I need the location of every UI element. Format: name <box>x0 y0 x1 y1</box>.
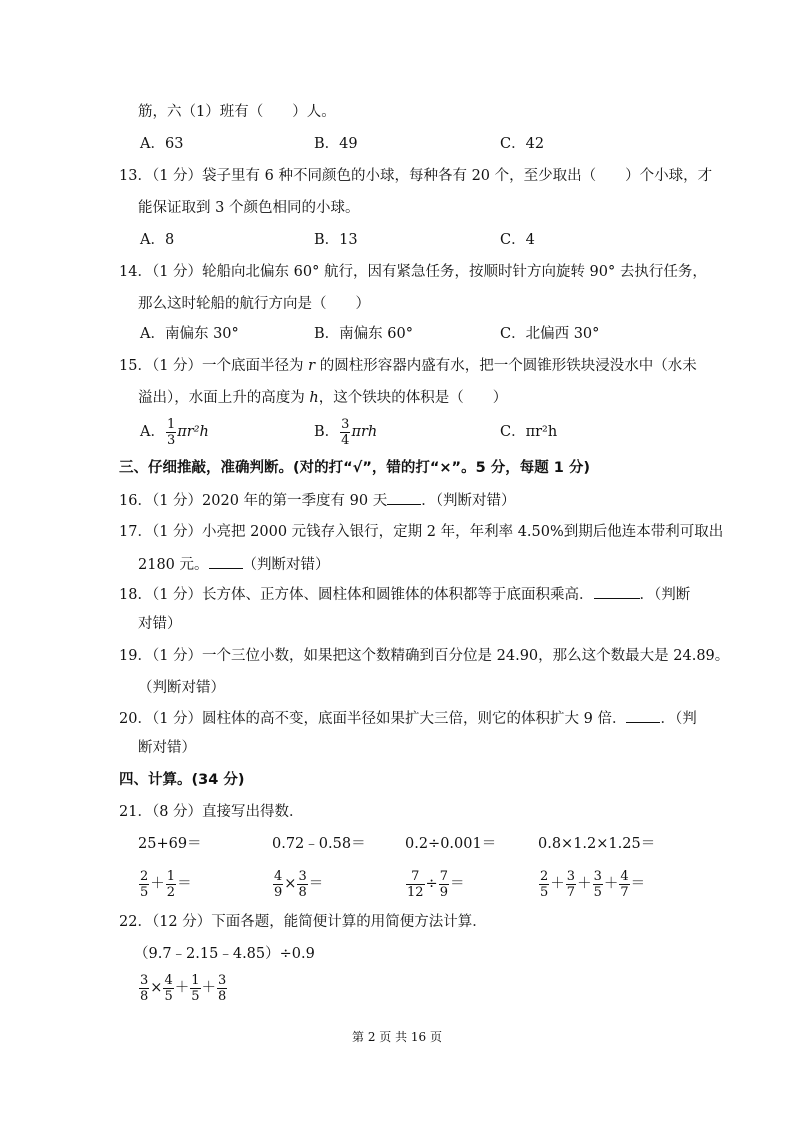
equals-sign: ＝ <box>630 876 646 892</box>
question-20-line2: 断对错） <box>138 740 196 756</box>
fraction-denominator: 8 <box>140 988 149 1004</box>
q21-item-4: 0.8×1.2×1.25＝ <box>538 836 656 852</box>
fraction-denominator: 9 <box>274 884 283 900</box>
q13-option-b: B．13 <box>314 232 358 248</box>
operator: ＋ <box>201 980 216 996</box>
q15-option-b-label: B． <box>314 424 340 440</box>
q15-text-part1: 15．（1 分）一个底面半径为 <box>119 358 309 374</box>
fraction-numerator: 3 <box>218 972 227 988</box>
fraction-numerator: 4 <box>274 868 283 884</box>
fraction-numerator: 1 <box>166 868 176 884</box>
fraction <box>273 870 283 899</box>
answer-blank[interactable] <box>626 708 660 723</box>
q13-option-c: C．4 <box>500 232 535 248</box>
q21-item-1: 25+69＝ <box>138 836 202 852</box>
fraction-denominator: 7 <box>620 884 629 900</box>
fraction-denominator: 8 <box>298 884 307 900</box>
fraction-numerator: 1 <box>191 972 200 988</box>
question-19-line1: 19．（1 分）一个三位小数，如果把这个数精确到百分位是 24.90，那么这个数最大是 24.89。 <box>119 648 730 664</box>
fraction <box>406 870 425 899</box>
operator: ＋ <box>550 876 565 892</box>
q15-option-b-fraction <box>340 418 350 447</box>
q13-option-a: A．8 <box>140 232 175 248</box>
q20-text: 20．（1 分）圆柱体的高不变，底面半径如果扩大三倍，则它的体积扩大 9 倍． <box>119 711 627 727</box>
q21-item-2: 0.72﹣0.58＝ <box>272 836 366 852</box>
operator: ＋ <box>174 980 190 996</box>
operator: ＋ <box>603 876 619 892</box>
q21-item-5 <box>138 866 192 902</box>
q15-option-a-expression: πr²h <box>177 424 209 440</box>
q21-item-8 <box>538 866 645 902</box>
question-21: 21．（8 分）直接写出得数． <box>119 804 304 820</box>
q15-text-part4: ，这个铁块的体积是（ ） <box>318 390 508 406</box>
q14-option-c: C．北偏西 30° <box>500 326 600 342</box>
q21-item-3: 0.2÷0.001＝ <box>405 836 497 852</box>
question-17-line1: 17．（1 分）小亮把 2000 元钱存入银行，定期 2 年，年利率 4.50%到期后他连本带利可取出 <box>119 524 724 540</box>
question-14-line1: 14．（1 分）轮船向北偏东 60° 航行，因有紧急任务，按顺时针方向旋转 90° 去执行任务， <box>119 264 707 280</box>
fraction-numerator: 4 <box>620 868 629 884</box>
fraction-numerator: 3 <box>298 868 307 884</box>
fraction <box>619 870 629 899</box>
fraction-denominator: 8 <box>218 988 227 1004</box>
fraction-denominator: 9 <box>439 884 448 900</box>
page-footer: 第 2 页 共 16 页 <box>352 1030 442 1044</box>
fraction-denominator: 5 <box>191 988 200 1004</box>
fraction <box>139 870 149 899</box>
fraction-numerator: 3 <box>341 416 350 432</box>
q15-text-part2: 的圆柱形容器内盛有水，把一个圆锥形铁块浸没水中（水未 <box>315 358 697 374</box>
q12-option-a: A．63 <box>140 136 184 152</box>
fraction-numerator: 3 <box>140 972 149 988</box>
fraction <box>439 870 449 899</box>
fraction <box>166 870 176 899</box>
answer-blank[interactable] <box>209 554 243 569</box>
question-18-line1 <box>119 584 690 605</box>
equals-sign: ＝ <box>308 876 324 892</box>
fraction-denominator: 4 <box>341 432 350 448</box>
answer-blank[interactable] <box>594 584 640 599</box>
operator: ＋ <box>150 876 165 892</box>
fraction-denominator: 3 <box>166 432 176 448</box>
fraction <box>297 870 307 899</box>
fraction-numerator: 2 <box>540 868 549 884</box>
q15-option-a-label: A． <box>140 424 165 440</box>
fraction-denominator: 5 <box>593 884 602 900</box>
question-20-line1 <box>119 708 697 729</box>
fraction <box>566 870 576 899</box>
answer-blank[interactable] <box>387 490 421 505</box>
q15-option-a-fraction <box>166 418 176 447</box>
fraction <box>190 974 200 1003</box>
q16-suffix: ．（判断对错） <box>421 493 516 509</box>
fraction-numerator: 3 <box>566 868 576 884</box>
q15-option-b <box>314 416 377 448</box>
fraction-numerator: 2 <box>140 868 149 884</box>
q16-text: 16．（1 分）2020 年的第一季度有 90 天 <box>119 493 388 509</box>
question-14-line2: 那么这时轮船的航行方向是（ ） <box>138 296 370 312</box>
question-12-continuation: 筋，六（1）班有（ ）人。 <box>138 104 336 120</box>
q15-height-variable: h <box>309 390 319 406</box>
question-19-line2: （判断对错） <box>138 680 225 696</box>
question-18-line2: 对错） <box>138 616 182 632</box>
q17-suffix: （判断对错） <box>242 557 330 573</box>
fraction <box>163 974 173 1003</box>
fraction-denominator: 2 <box>166 884 176 900</box>
fraction <box>139 974 149 1003</box>
question-13-line2: 能保证取到 3 个颜色相同的小球。 <box>138 200 360 216</box>
question-22: 22．（12 分）下面各题，能简便计算的用简便方法计算． <box>119 914 487 930</box>
q18-suffix: ．（判断 <box>639 587 691 603</box>
q12-option-b: B．49 <box>314 136 358 152</box>
q14-option-b: B．南偏东 60° <box>314 326 413 342</box>
q15-option-c: C．πr²h <box>500 424 558 440</box>
fraction-denominator: 7 <box>566 884 576 900</box>
operator: × <box>150 980 163 996</box>
operator: ÷ <box>425 876 438 892</box>
equals-sign: ＝ <box>177 876 192 892</box>
q15-option-a <box>140 416 209 448</box>
q20-suffix: ．（判 <box>660 711 697 727</box>
q15-text-part3: 溢出），水面上升的高度为 <box>138 390 310 406</box>
fraction <box>593 870 603 899</box>
question-13-line1: 13．（1 分）袋子里有 6 种不同颜色的小球，每种各有 20 个，至少取出（ ）个小球，才 <box>119 168 713 184</box>
fraction <box>539 870 549 899</box>
fraction-numerator: 3 <box>593 868 602 884</box>
q15-option-b-expression: πrh <box>351 424 378 440</box>
q18-text: 18．（1 分）长方体、正方体、圆柱体和圆锥体的体积都等于底面积乘高． <box>119 587 594 603</box>
section-3-heading: 三、仔细推敲，准确判断。(对的打“√”，错的打“×”。5 分，每题 1 分) <box>119 460 591 476</box>
question-15-line2 <box>138 388 507 408</box>
q17-text: 2180 元。 <box>138 557 209 573</box>
operator: × <box>284 876 297 892</box>
fraction <box>217 974 227 1003</box>
operator: ＋ <box>577 876 592 892</box>
q22-expression-2 <box>138 970 228 1006</box>
fraction-numerator: 7 <box>411 868 420 884</box>
fraction-denominator: 5 <box>540 884 549 900</box>
fraction-numerator: 1 <box>166 416 176 432</box>
q14-option-a: A．南偏东 30° <box>140 326 239 342</box>
q21-item-6 <box>272 866 323 902</box>
equals-sign: ＝ <box>449 876 465 892</box>
q22-expression-1: （9.7﹣2.15﹣4.85）÷0.9 <box>134 946 315 962</box>
q21-item-7 <box>405 866 464 902</box>
question-15-line1 <box>119 356 697 376</box>
fraction-denominator: 5 <box>140 884 149 900</box>
fraction-numerator: 4 <box>164 972 173 988</box>
fraction-denominator: 12 <box>407 884 424 900</box>
fraction-denominator: 5 <box>164 988 173 1004</box>
section-4-heading: 四、计算。(34 分) <box>119 772 245 788</box>
fraction-numerator: 7 <box>439 868 448 884</box>
q15-radius-variable: r <box>308 358 316 374</box>
question-17-line2 <box>138 554 330 575</box>
q12-option-c: C．42 <box>500 136 545 152</box>
question-16 <box>119 490 515 511</box>
